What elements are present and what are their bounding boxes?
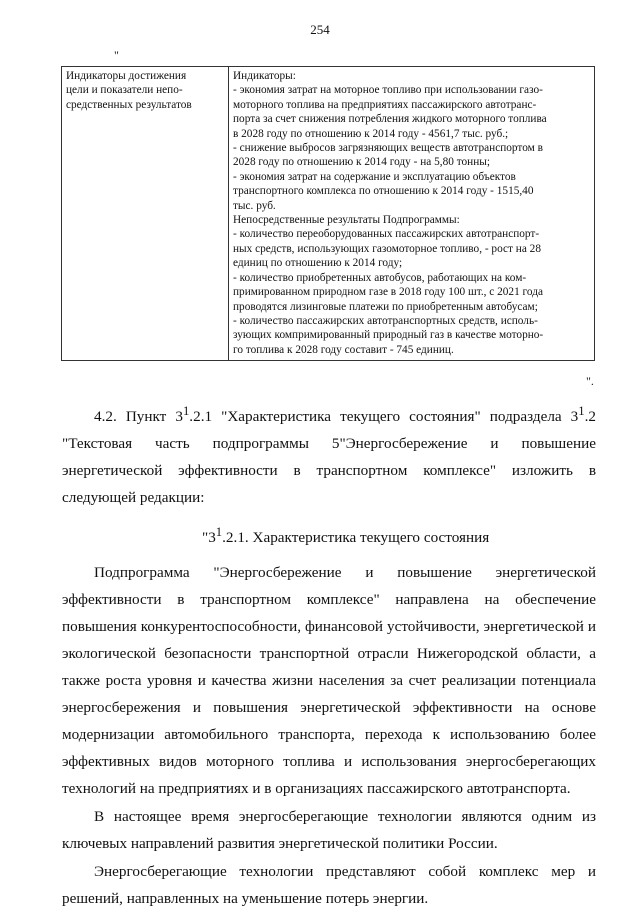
indicators-table [61,66,595,361]
section-heading-prefix: "3 [202,529,216,547]
section-heading-title: .2.1. Характеристика текущего состояния [222,529,490,547]
body-paragraph-3: Энергосберегающие технологии представляют собой комплекс мер и решений, направленных на уменьшение потерь энергии. [62,863,596,908]
amendment-superscript-1: 1 [182,404,190,418]
indicators-content-cell [229,67,595,361]
body-paragraph-2: В настоящее время энергосберегающие технологии являются одним из ключевых направлений развития энергетической политики России. [62,808,596,853]
body-paragraph-1: Подпрограмма "Энергосбережение и повышение энергетической эффективности в транспортном комплексе" направлена на обеспечение повышения конкурентоспособности, финансовой устойчивости, энергетической и экологической безопасности транспортной отрасли Нижегородской области, а также роста уровня и качества жизни населения за счет реализации потенциала энергосбережения и повышения энергетической эффективности на основе модернизации автомобильного транспорта, перехода к использованию более эффективных видов моторного топлива и использования энергосберегающих технологий на предприятиях и в организациях пассажирского автотранспорта. [62,564,596,798]
page-number: 254 [310,22,330,37]
main-text [62,398,596,912]
section-heading-superscript: 1 [215,525,223,540]
amendment-superscript-2: 1 [578,404,585,418]
indicators-label-text: Индикаторы достижения цели и показатели непо- средственных результатов [66,70,192,111]
amendment-paragraph [62,398,596,511]
section-heading [62,511,596,559]
amendment-part-2: .2.1 "Характеристика текущего состояния" подраздела 3 [189,408,579,426]
table-close-quote: ". [586,374,594,388]
table-open-quote: " [114,48,119,62]
indicators-content-text: Индикаторы: - экономия затрат на моторное топливо при использовании газо- моторного топлива на предприятиях пассажирского автотранс- порта за счет снижения потребления жидкого моторного топлива в 2028 году по отношению к 2014 году - 4561,7 тыс. руб.; - снижение выбросов загрязняющих веществ автотранспортом в 2028 году по отношению к 2014 году - на 5,80 тонны; - экономия затрат на содержание и эксплуатацию объектов транспортного комплекса по отношению к 2014 году - 1515,40 тыс. руб. Непосредственные результаты Подпрограммы: - количество переоборудованных пассажирских автотранспорт- ных средств, использующих газомоторное топливо, - рост на 28 единиц по отношению к 2014 году; - количество приобретенных автобусов, работающих на ком- примированном природном газе в 2018 году 100 шт., с 2021 года проводятся лизинговые платежи по приобретенным автобусам; - количество пассажирских автотранспортных средств, исполь- зующих компримированный природный газ в качестве моторно- го топлива к 2028 году составит - 745 единиц. [233,70,547,356]
table-row [62,67,595,361]
amendment-part-1: 4.2. Пункт 3 [94,408,183,426]
amendment-part-3: .2 "Текстовая часть подпрограммы 5"Энергосбережение и повышение энергетической эффективности в транспортном комплексе" изложить в следующей редакции: [62,408,596,507]
indicators-label-cell [62,67,229,361]
